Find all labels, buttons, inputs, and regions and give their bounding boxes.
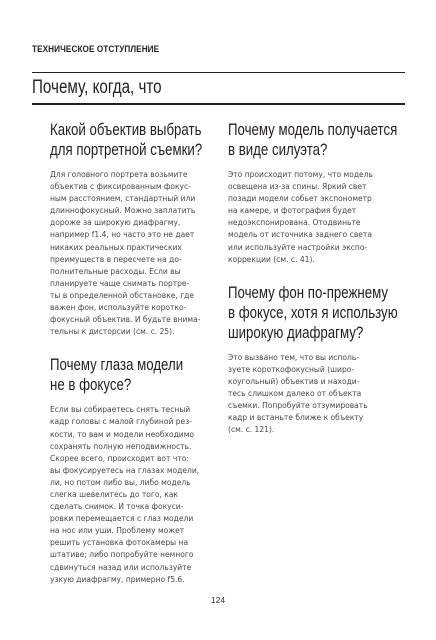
body-line: ным расстоянием, стандартный или [50, 193, 196, 204]
body-line: слегка шевелитесь до того, как [50, 488, 178, 499]
body-line: никаких реальных практических [50, 241, 182, 252]
body-line: освещена из-за спины. Яркий свет [228, 181, 367, 192]
banner-rule [32, 103, 405, 105]
body-line: кости, то вам и модели необходимо [50, 428, 195, 439]
body-line: на камере, и фотография будет [228, 205, 357, 216]
body-line: на нос или уши. Проблему может [50, 525, 185, 536]
body-line: (см. с. 121). [228, 424, 275, 435]
right-column [228, 120, 398, 453]
title-line: Какой объектив выбрать [50, 120, 202, 139]
body-line: полнительные расходы. Если вы [50, 265, 181, 276]
body-line: преимуществ в пересчете на до- [50, 253, 182, 264]
body-line: ровки перемещается с глаз модели [50, 513, 194, 524]
banner-title: Почему, когда, что [32, 77, 162, 98]
eyes-section-title [50, 355, 215, 395]
body-line: планируете чаще снимать портре- [50, 277, 190, 288]
body-line: штативе; либо попробуйте немного [50, 549, 194, 560]
body-line: коугольный) объектив и находи- [228, 375, 360, 386]
body-line: важен фон, используйте коротко- [50, 302, 187, 313]
body-line: решить установка фотокамеры на [50, 537, 189, 548]
body-line: например f1.4, но часто это не дает [50, 229, 195, 240]
page-number: 124 [210, 595, 226, 605]
title-line: Почему глаза модели [50, 355, 184, 375]
title-line: Почему фон по-прежнему [228, 282, 388, 302]
title-line: для портретной съемки? [50, 140, 203, 159]
body-line: недоэкспонирована. Отодвиньте [228, 217, 361, 228]
body-line: модель от источника заднего света [228, 229, 372, 240]
body-line: Если вы собираетесь снять тесный [50, 404, 191, 415]
body-line: кадр и встаньте ближе к объекту [228, 412, 364, 423]
body-line: съемки. Попробуйте отзумировать [228, 400, 368, 411]
body-line: ты в определенной обстановке, где [50, 289, 195, 300]
section-label: ТЕХНИЧЕСКОЕ ОТСТУПЛЕНИЕ [32, 44, 160, 55]
body-line: кадр головы с малой глубиной рез- [50, 416, 192, 427]
background-section-title [228, 282, 398, 343]
title-line: широкую диафрагму? [228, 322, 364, 342]
body-line: или используйте настройки экспо- [228, 241, 368, 252]
title-line: в фокусе, хотя я использую [228, 302, 398, 322]
body-line: узкую диафрагму, примерно f5.6. [50, 573, 185, 584]
body-line: объектив с фиксированным фокус- [50, 181, 191, 192]
silhouette-section-title [228, 120, 398, 160]
eyes-section-body [50, 403, 215, 584]
body-line: Для головного портрета возьмите [50, 169, 188, 179]
left-column [50, 120, 215, 603]
body-line: Скорее всего, происходит вот что: [50, 452, 189, 463]
body-line: тельны к дисторсии (см. с. 25). [50, 326, 175, 337]
body-line: вы фокусируетесь на глазах модели, [50, 464, 200, 475]
body-line: сделать снимок. И точка фокуси- [50, 501, 184, 512]
background-section-body [228, 351, 390, 436]
top-rule [32, 72, 405, 73]
body-line: Это вызвано тем, что вы исполь- [228, 351, 359, 362]
silhouette-section-body [228, 168, 390, 265]
title-line: Почему модель получается [228, 120, 398, 139]
lens-section-body [50, 168, 215, 337]
body-line: тесь слишком далеко от объекта [228, 388, 362, 399]
title-line: не в фокусе? [50, 375, 132, 395]
body-line: дороже за широкую диафрагму, [50, 217, 181, 228]
body-line: фокусный объектив. И будьте внима- [50, 314, 201, 325]
lens-section-title [50, 120, 215, 160]
body-line: ли, но потом либо вы, либо модель [50, 476, 191, 487]
body-line: позади модели собьет экспонометр [228, 193, 372, 204]
body-line: сохранять полную неподвижность. [50, 440, 192, 451]
title-line: в виде силуэта? [228, 140, 328, 159]
body-line: Это происходит потому, что модель [228, 169, 373, 179]
body-line: длиннофокусный. Можно заплатить [50, 205, 196, 216]
body-line: зуете короткофокусный (широ- [228, 363, 355, 374]
body-line: коррекции (см. с. 41). [228, 253, 315, 264]
body-line: сдвинуться назад или используйте [50, 561, 192, 572]
